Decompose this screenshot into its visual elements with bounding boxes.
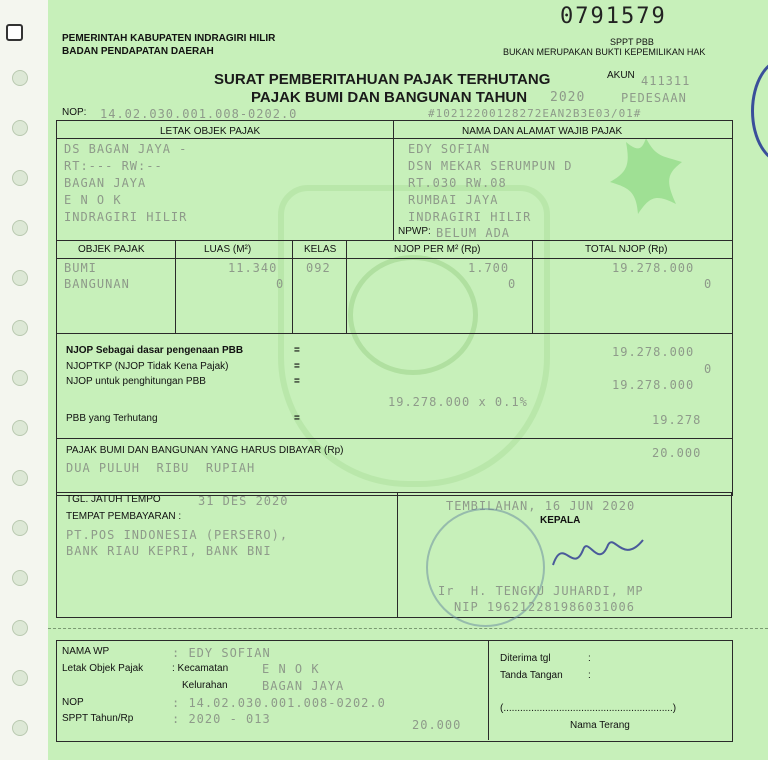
feed-hole <box>12 320 28 336</box>
calc-label: NJOP untuk penghitungan PBB <box>66 376 206 387</box>
stub-amount: 20.000 <box>412 718 462 732</box>
receipt-stub <box>56 640 733 742</box>
nop-label: NOP: <box>62 107 87 118</box>
corner-stamp <box>751 58 768 164</box>
government-name: PEMERINTAH KABUPATEN INDRAGIRI HILIR <box>62 33 276 44</box>
letak-line: E N O K <box>64 193 122 207</box>
wp-heading: NAMA DAN ALAMAT WAJIB PAJAK <box>462 126 623 137</box>
stub-nama-value: : EDY SOFIAN <box>172 646 271 660</box>
calc-formula: 19.278.000 x 0.1% <box>388 395 528 409</box>
sppt-form <box>48 0 768 760</box>
city-date: TEMBILAHAN, 16 JUN 2020 <box>446 499 636 513</box>
letak-line: DS BAGAN JAYA - <box>64 142 188 156</box>
wp-line: RUMBAI JAYA <box>408 193 499 207</box>
document-title: SURAT PEMBERITAHUAN PAJAK TERHUTANG <box>214 71 551 88</box>
main-table <box>56 120 733 496</box>
stub-kel-value: BAGAN JAYA <box>262 679 345 693</box>
calc-value: 19.278.000 <box>612 345 695 359</box>
stub-nop-label: NOP <box>62 697 84 708</box>
official-nip: NIP 196212281986031006 <box>454 600 635 614</box>
tempo-label: TGL. JATUH TEMPO <box>66 494 161 505</box>
feed-hole <box>12 420 28 436</box>
table-row-objek: BANGUNAN <box>64 277 130 291</box>
payable-label: PAJAK BUMI DAN BANGUNAN YANG HARUS DIBAYAR (Rp) <box>66 445 344 456</box>
col-njop: NJOP PER M² (Rp) <box>394 244 481 255</box>
letak-line: INDRAGIRI HILIR <box>64 210 188 224</box>
diterima-label: Diterima tgl <box>500 653 551 664</box>
table-row-objek: BUMI <box>64 261 97 275</box>
payable-words: DUA PULUH RIBU RUPIAH <box>66 461 256 475</box>
feed-hole <box>12 120 28 136</box>
signature-dots: (.............................................................) <box>500 703 677 714</box>
feed-hole <box>12 670 28 686</box>
sppt-pbb-label: SPPT PBB <box>610 37 654 47</box>
stub-tahun-label: SPPT Tahun/Rp <box>62 713 134 724</box>
table-row-njop: 0 <box>508 277 517 291</box>
stub-tahun-value: : 2020 - 013 <box>172 712 271 726</box>
feed-hole <box>12 570 28 586</box>
col-kelas: KELAS <box>304 244 337 255</box>
feed-hole <box>12 620 28 636</box>
kepala-label: KEPALA <box>540 515 581 526</box>
table-row-luas: 0 <box>276 277 285 291</box>
letak-line: RT:--- RW:-- <box>64 159 163 173</box>
equals-sign: = <box>294 345 300 356</box>
calc-value: 0 <box>704 362 713 376</box>
tear-line <box>48 628 768 629</box>
feed-hole <box>12 720 28 736</box>
npwp-value: BELUM ADA <box>436 226 511 240</box>
area-type: PEDESAAN <box>621 91 687 105</box>
calc-value: 19.278.000 <box>612 378 695 392</box>
feed-hole <box>12 520 28 536</box>
tax-year: 2020 <box>550 90 586 105</box>
col-luas: LUAS (M²) <box>204 244 252 255</box>
official-name: Ir H. TENGKU JUHARDI, MP <box>438 584 644 598</box>
serial-number: 0791579 <box>560 4 667 29</box>
stub-nop-value: : 14.02.030.001.008-0202.0 <box>172 696 386 710</box>
table-row-kelas: 092 <box>306 261 331 275</box>
colon: : <box>588 670 591 681</box>
place-line: PT.POS INDONESIA (PERSERO), <box>66 528 289 542</box>
equals-sign: = <box>294 376 300 387</box>
document-code: #10212200128272EAN2B3E03/01# <box>428 107 642 120</box>
payable-value: 20.000 <box>652 446 702 460</box>
wp-line: EDY SOFIAN <box>408 142 491 156</box>
tanda-label: Tanda Tangan <box>500 670 563 681</box>
nop-value: 14.02.030.001.008-0202.0 <box>100 107 298 121</box>
table-row-luas: 11.340 <box>228 261 278 275</box>
checkbox-icon <box>6 24 23 41</box>
feed-hole <box>12 270 28 286</box>
equals-sign: = <box>294 361 300 372</box>
calc-label: NJOP Sebagai dasar pengenaan PBB <box>66 345 244 356</box>
tempo-value: 31 DES 2020 <box>198 494 289 508</box>
letak-line: BAGAN JAYA <box>64 176 147 190</box>
table-row-total: 19.278.000 <box>612 261 695 275</box>
place-line: BANK RIAU KEPRI, BANK BNI <box>66 544 272 558</box>
feed-hole <box>12 170 28 186</box>
ownership-disclaimer: BUKAN MERUPAKAN BUKTI KEPEMILIKAN HAK <box>503 47 706 57</box>
calc-label: PBB yang Terhutang <box>66 413 158 424</box>
col-total: TOTAL NJOP (Rp) <box>585 244 668 255</box>
wp-line: DSN MEKAR SERUMPUN D <box>408 159 573 173</box>
feed-hole <box>12 370 28 386</box>
table-row-total: 0 <box>704 277 713 291</box>
col-objek: OBJEK PAJAK <box>78 244 145 255</box>
equals-sign: = <box>294 413 300 424</box>
stub-kec-label: : Kecamatan <box>172 663 229 674</box>
akun-value: 411311 <box>641 74 691 88</box>
stub-kel-label: Kelurahan <box>182 680 228 691</box>
npwp-label: NPWP: <box>398 226 431 237</box>
letak-heading: LETAK OBJEK PAJAK <box>160 126 261 137</box>
feed-hole <box>12 220 28 236</box>
calc-label: NJOPTKP (NJOP Tidak Kena Pajak) <box>66 361 229 372</box>
colon: : <box>588 653 591 664</box>
document-subtitle: PAJAK BUMI DAN BANGUNAN TAHUN <box>251 89 528 106</box>
nama-terang-label: Nama Terang <box>570 720 630 731</box>
feed-hole <box>12 470 28 486</box>
feed-hole <box>12 70 28 86</box>
stub-nama-label: NAMA WP <box>62 646 110 657</box>
akun-label: AKUN <box>607 70 635 81</box>
stub-letak-label: Letak Objek Pajak <box>62 663 144 674</box>
stub-kec-value: E N O K <box>262 662 320 676</box>
department-name: BADAN PENDAPATAN DAERAH <box>62 46 214 57</box>
table-row-njop: 1.700 <box>468 261 510 275</box>
signature-image <box>548 525 648 585</box>
wp-line: INDRAGIRI HILIR <box>408 210 532 224</box>
place-label: TEMPAT PEMBAYARAN : <box>66 511 182 522</box>
wp-line: RT.030 RW.08 <box>408 176 507 190</box>
calc-value: 19.278 <box>652 413 702 427</box>
tractor-feed-strip <box>0 0 49 760</box>
